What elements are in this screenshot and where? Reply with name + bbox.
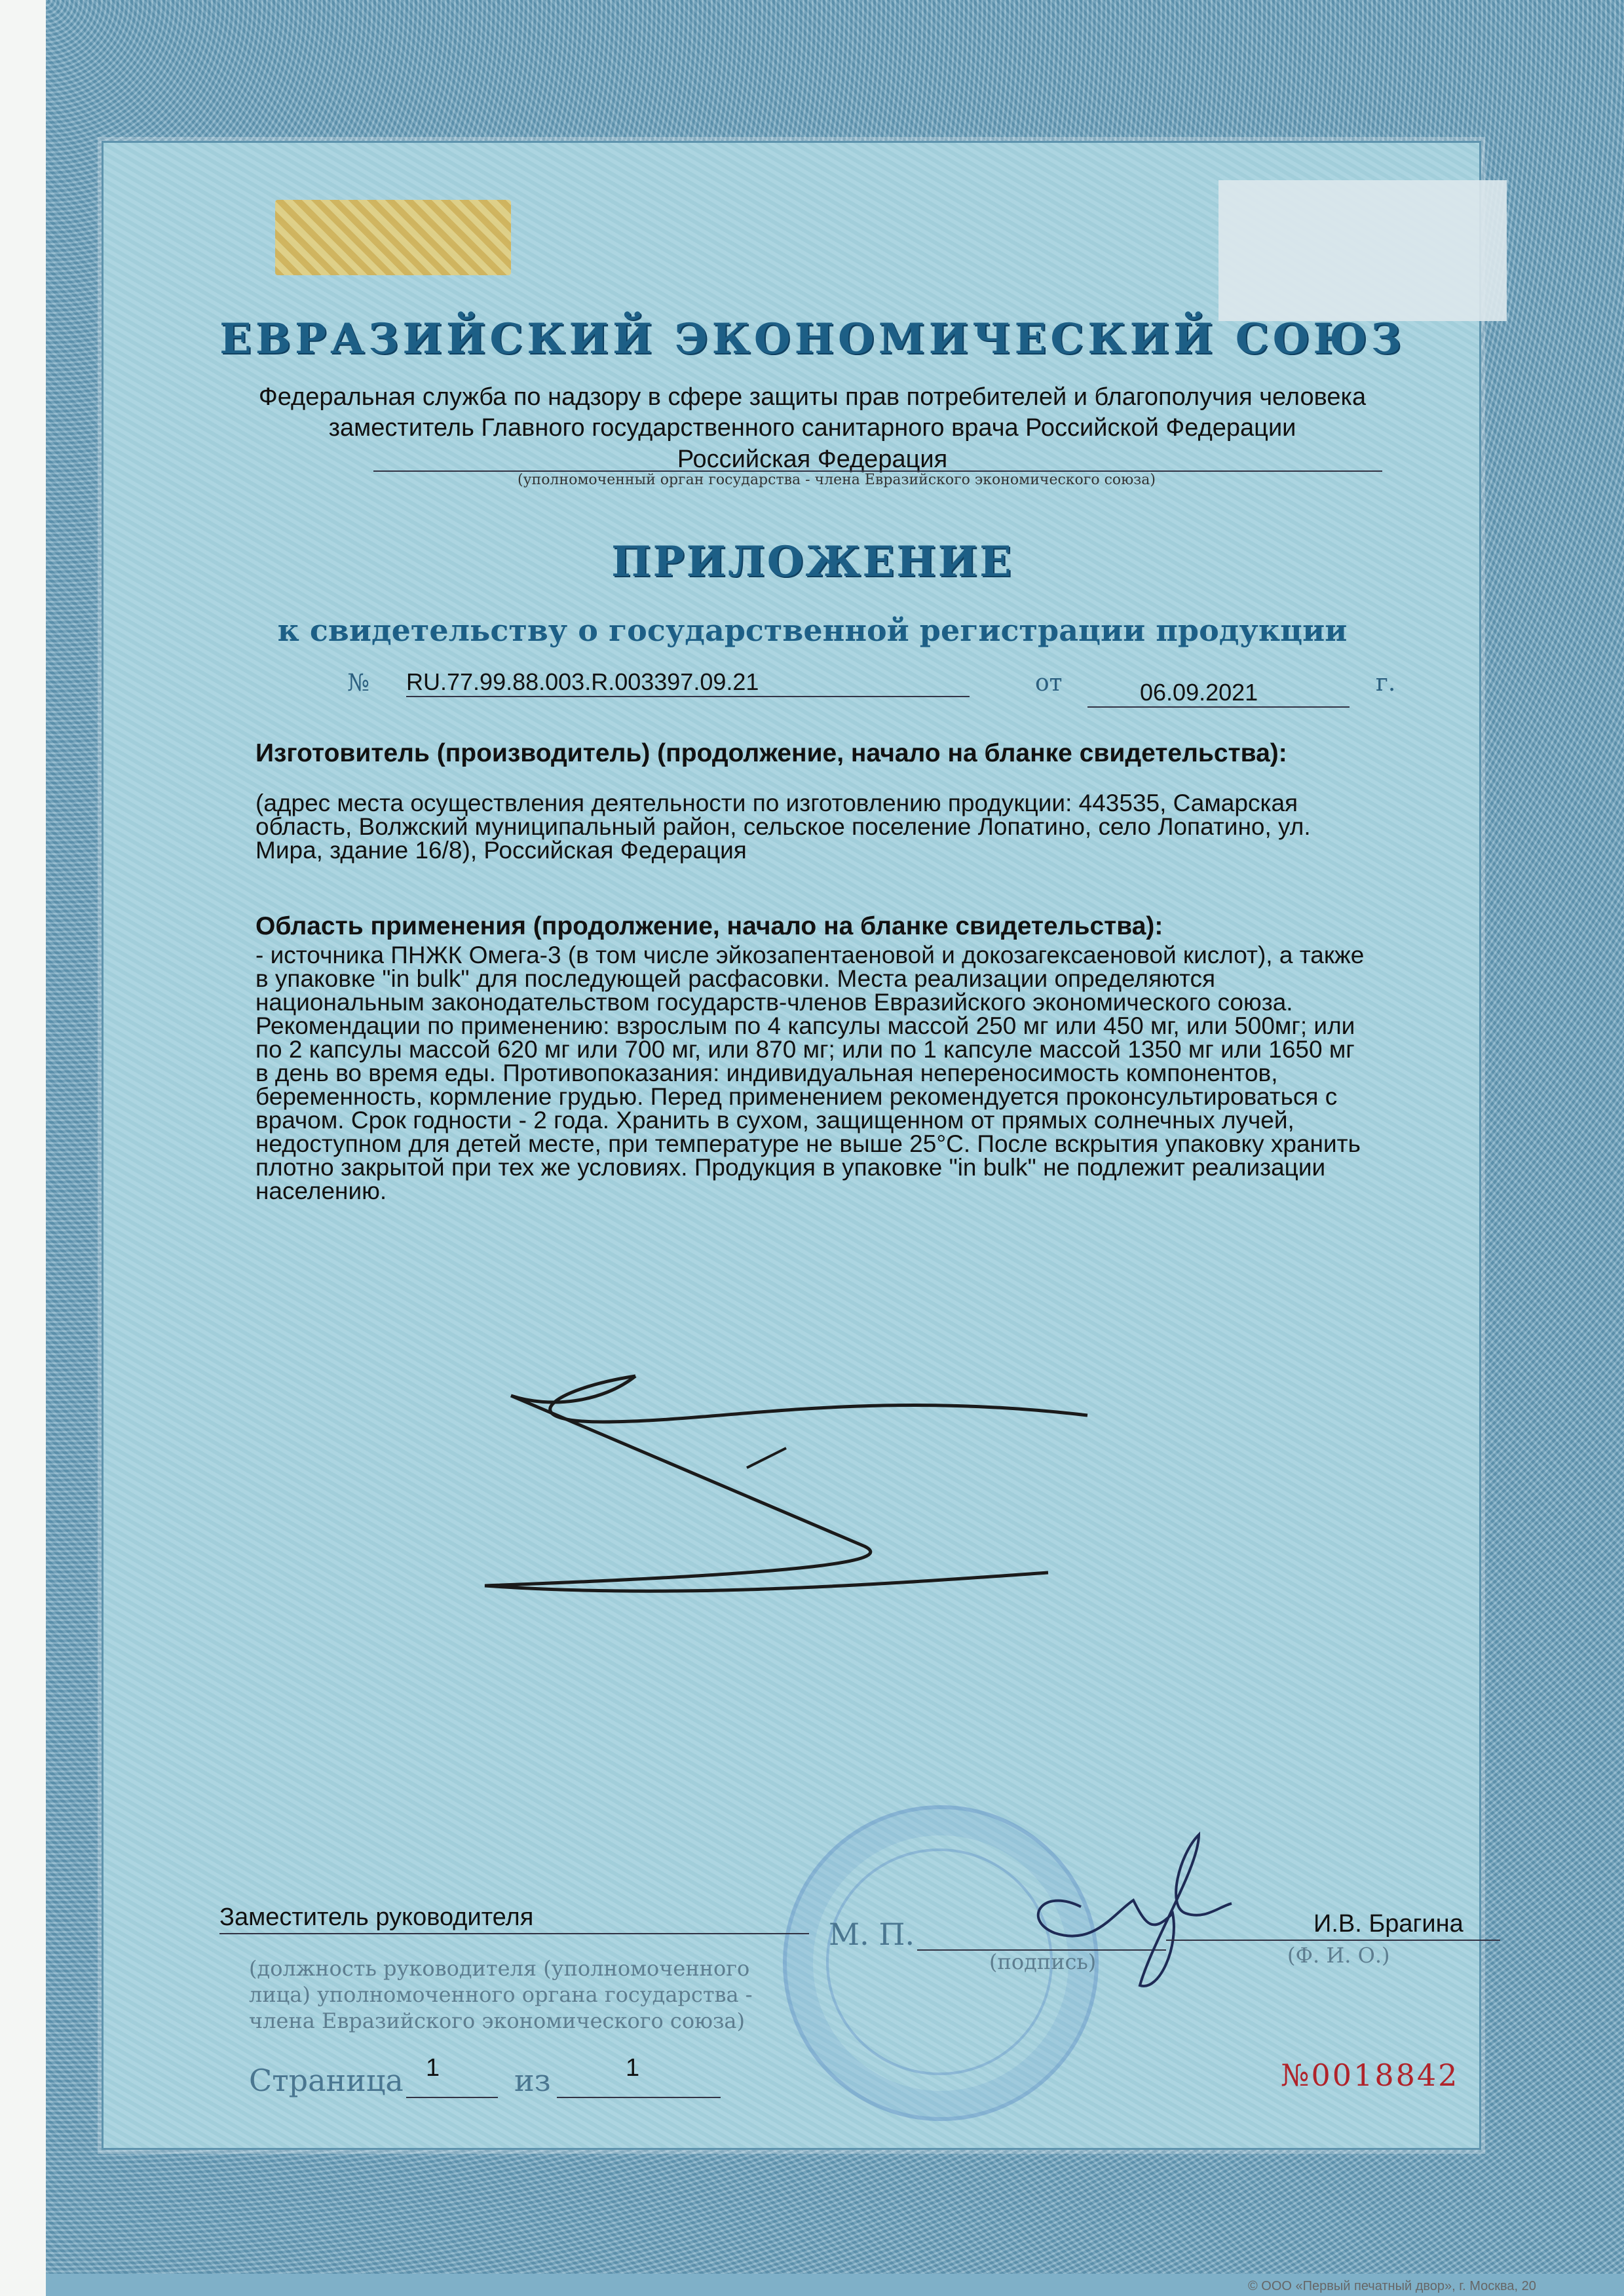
serial-number: №0018842 [1281, 2057, 1460, 2093]
text-line: (адрес места осуществления деятельности по изготовлению продукции: 443535, Самарская [255, 790, 1298, 816]
authority-line-1: Федеральная служба по надзору в сфере защиты прав потребителей и благополучия человека [258, 383, 1367, 411]
registration-date: 06.09.2021 [1087, 679, 1350, 708]
text-line: область, Волжский муниципальный район, сельское поселение Лопатино, село Лопатино, ул. [255, 813, 1311, 840]
text-line: в упаковке "in bulk" для последующей расфасовки. Места реализации определяются [255, 965, 1216, 992]
position-caption-1: (должность руководителя (уполномоченного [249, 1956, 750, 1981]
text-line: плотно закрытой при тех же условиях. Продукция в упаковке "in bulk" не подлежит реализации [255, 1154, 1326, 1181]
union-title: ЕВРАЗИЙСКИЙ ЭКОНОМИЧЕСКИЙ СОЮЗ [219, 315, 1405, 364]
position-caption-2: лица) уполномоченного органа государства - [249, 1982, 753, 2007]
authority-caption: (уполномоченный орган государства - члена Евразийского экономического союза) [518, 472, 1156, 488]
text-line: в день во время еды. Противопоказания: индивидуальная непереносимость компонентов, [255, 1060, 1278, 1086]
date-from-label: от [1035, 670, 1063, 697]
page-label: Страница [249, 2063, 404, 2098]
signatory-position: Заместитель руководителя [219, 1904, 534, 1931]
scope-heading: Область применения (продолжение, начало на бланке свидетельства): [255, 912, 1163, 940]
name-caption: (Ф. И. О.) [1287, 1943, 1390, 1968]
text-line: беременность, кормление грудью. Перед применением рекомендуется проконсультироваться с [255, 1083, 1338, 1110]
total-underline [557, 2097, 721, 2098]
authority-line-3: Российская Федерация [677, 446, 948, 473]
text-line: по 2 капсулы массой 620 мг или 700 мг, или 870 мг; или по 1 капсуле массой 1350 мг или 1650 мг [255, 1036, 1355, 1063]
appendix-title: ПРИЛОЖЕНИЕ [611, 537, 1013, 586]
handwritten-signature [983, 1828, 1258, 1999]
page-value: 1 [426, 2054, 440, 2082]
position-underline [219, 1933, 809, 1934]
of-label: из [514, 2063, 551, 2098]
z-strike-signature [472, 1350, 1101, 1625]
hologram-emblem [275, 200, 511, 275]
manufacturer-address [255, 792, 1520, 862]
stamp-place-label: М. П. [829, 1917, 915, 1952]
appendix-subtitle: к свидетельству о государственной регистрации продукции [277, 613, 1348, 648]
year-suffix: г. [1376, 670, 1396, 697]
manufacturer-heading: Изготовитель (производитель) (продолжение, начало на бланке свидетельства): [255, 739, 1287, 767]
registration-number: RU.77.99.88.003.R.003397.09.21 [406, 668, 970, 697]
printer-footer: © ООО «Первый печатный двор», г. Москва, 20 [1248, 2279, 1536, 2293]
text-line: национальным законодательством государств-членов Евразийского экономического союза. [255, 989, 1293, 1016]
authority-line-2: заместитель Главного государственного санитарного врача Российской Федерации [328, 414, 1296, 442]
signatory-name: И.В. Брагина [1313, 1910, 1463, 1938]
qr-code-area [1218, 180, 1507, 321]
text-line: недоступном для детей месте, при температуре не выше 25°C. После вскрытия упаковку хранить [255, 1130, 1361, 1157]
text-line: Мира, здание 16/8), Российская Федерация [255, 837, 747, 864]
text-line: Рекомендации по применению: взрослым по 4 капсулы массой 250 мг или 450 мг, или 500мг; или [255, 1012, 1355, 1039]
total-value: 1 [626, 2054, 640, 2082]
text-line: - источника ПНЖК Омега-3 (в том числе эйкозапентаеновой и докозагексаеновой кислот), а также [255, 942, 1365, 968]
name-underline [1166, 1940, 1500, 1941]
text-line: врачом. Срок годности - 2 года. Хранить в сухом, защищенном от прямых солнечных лучей, [255, 1107, 1294, 1134]
scope-text [255, 944, 1520, 1203]
number-label: № [347, 670, 370, 697]
position-caption-3: члена Евразийского экономического союза) [249, 2008, 745, 2033]
signature-caption: (подпись) [989, 1949, 1097, 1974]
page-underline [406, 2097, 498, 2098]
text-line: населению. [255, 1177, 387, 1204]
